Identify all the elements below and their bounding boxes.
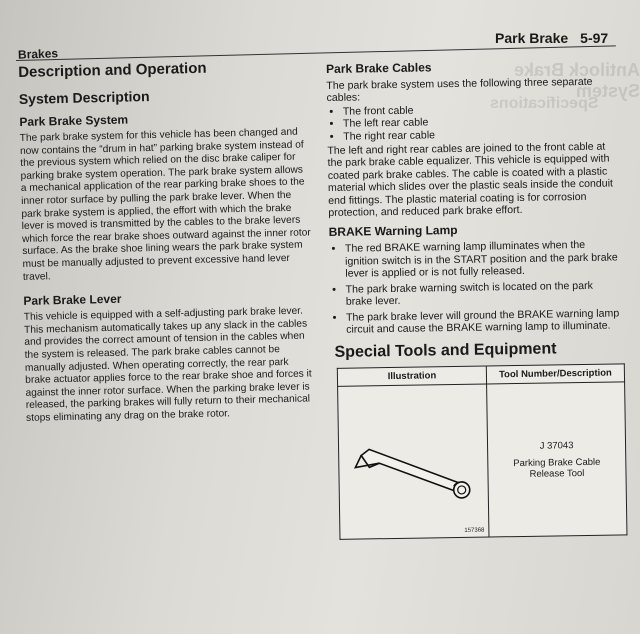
illustration-number: 157368 [464, 527, 485, 535]
park-brake-system-text: The park brake system for this vehicle has been changed and now contains the “drum in hat” parking brake system instead of the previous system which relied on the disc brake caliper for parking brake system operation. The park brake system allows a mechanical application of the rear parking brake shoes to the inner rotor surface by pulling the park brake lever. When the park brake system is applied, the effort with which the brake lever is moved is transmitted by the cables to the brake levers which force the rear brake shoes outward against the inner rotor surface. As the brake shoe lining wears the park brake system must be manually adjusted to prevent excessive hand lever travel. [19, 126, 311, 283]
cable-release-tool-icon [338, 386, 488, 538]
list-item: • The left rear cable [343, 114, 619, 131]
bleed-through-text: Specifications [490, 95, 599, 112]
list-item: • The park brake warning switch is located on the park brake lever. [345, 279, 621, 308]
park-brake-cables-heading: Park Brake Cables [326, 60, 432, 76]
page-header [495, 30, 608, 46]
chapter-title: Park Brake [495, 30, 569, 46]
list-item: • The red BRAKE warning lamp illuminates when the ignition switch is in the START position and the park brake lever is applied or is not fully released. [345, 239, 622, 281]
tool-description: Parking Brake Cable Release Tool [513, 456, 601, 480]
tool-illustration [338, 386, 488, 538]
illustration-cell [338, 384, 489, 539]
illustration-header: Illustration [337, 366, 486, 386]
table-row [338, 382, 627, 539]
brake-warning-lamp-heading: BRAKE Warning Lamp [328, 223, 458, 240]
lamp-list [329, 239, 622, 336]
park-brake-system-heading: Park Brake System [19, 112, 129, 129]
page-title: Description and Operation [18, 59, 207, 81]
right-column [326, 57, 625, 540]
park-brake-lever-heading: Park Brake Lever [23, 291, 122, 309]
section-header: Brakes [17, 46, 59, 62]
list-item: • The right rear cable [343, 126, 619, 143]
cables-text: The left and right rear cables are joined to the front cable at the park brake cable equalizer. This vehicle is equipped with coated park brake cables. The cable is coated with a plastic material which slides over the plastic seals inside the conduit end fittings. The plastic material coating is for corrosion protection, and reduced park brake effort. [327, 140, 614, 220]
tool-number-header: Tool Number/Description [486, 364, 624, 384]
cables-intro: The park brake system uses the following three separate cables: [326, 75, 593, 105]
tool-number: J 37043 [539, 439, 574, 452]
list-item: • The park brake lever will ground the BRAKE warning lamp circuit and cause the BRAKE warning lamp to illuminate. [346, 307, 622, 336]
list-item: • The front cable [343, 101, 619, 118]
section-title: System Description [18, 88, 150, 107]
page-number: 5-97 [580, 30, 609, 46]
special-tools-title: Special Tools and Equipment [334, 340, 557, 362]
park-brake-lever-text: This vehicle is equipped with a self-adjusting park brake lever. This mechanism automatically takes up any slack in the cables and provides the correct amount of tension in the cables when the system is released. The park brake cables cannot be manually adjusted. When operating correctly, the rear park brake actuator applies force to the rear brake shoe and forces it against the inner rotor surface. When the parking brake lever is released, the parking brakes will fully return to their mechanical stops eliminating any drag on the brake rotor. [23, 305, 312, 424]
tool-description-cell [487, 382, 627, 537]
cables-list [327, 101, 620, 143]
special-tools-table [337, 364, 628, 541]
bleed-through-text: Antilock Brake System [513, 60, 640, 101]
left-column [18, 55, 316, 431]
